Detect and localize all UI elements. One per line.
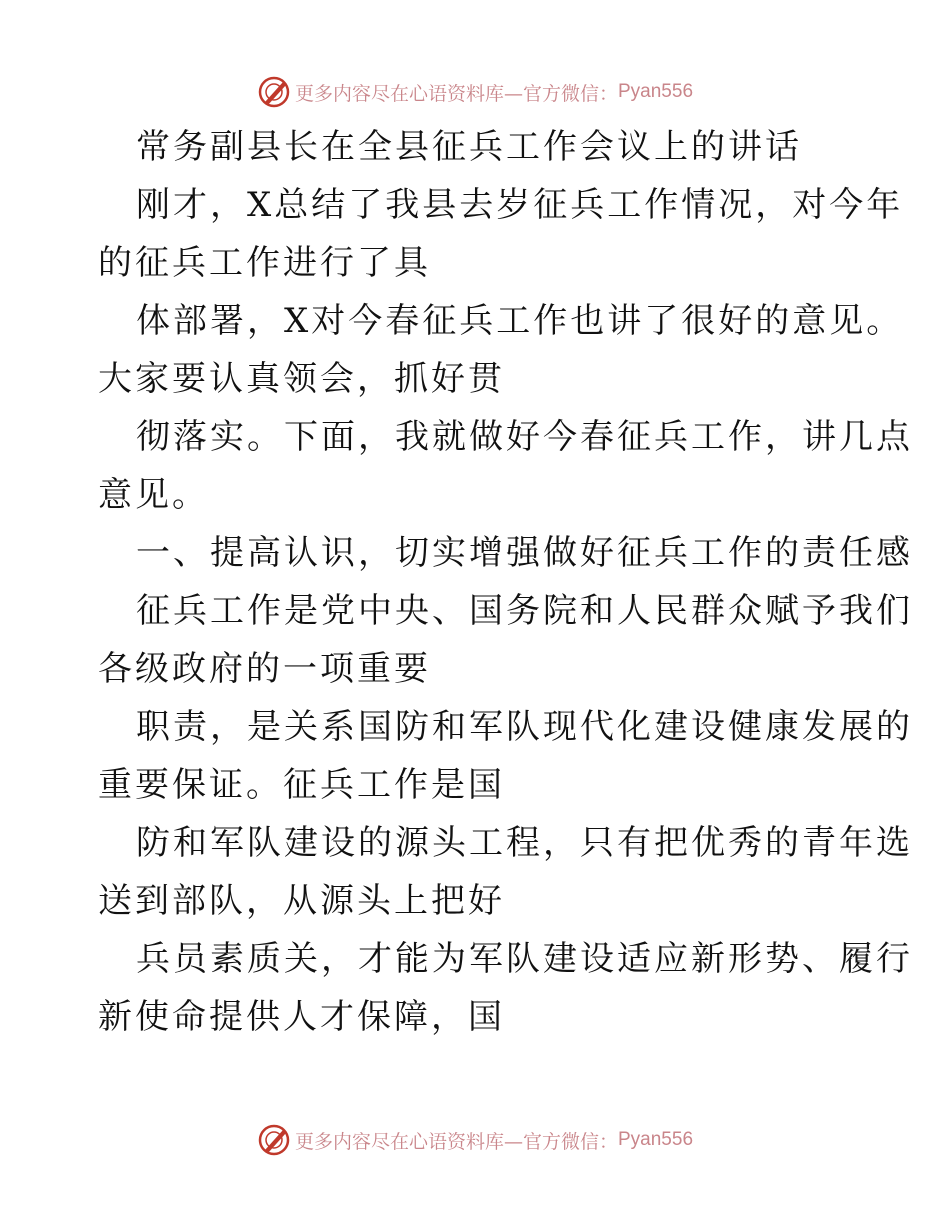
document-title: 常务副县长在全县征兵工作会议上的讲话 [136,127,802,167]
pen-logo-icon [257,75,291,109]
banner-text: 更多内容尽在心语资料库—官方微信： [294,82,618,105]
banner-handle: Pyan556 [618,1129,694,1150]
text-line: 重要保证。征兵工作是国 [98,765,505,805]
footer-banner [0,1120,950,1160]
text-line: 大家要认真领会，抓好贯 [98,359,505,399]
text-line: 防和军队建设的源头工程，只有把优秀的青年选 [136,823,913,863]
text-line: 征兵工作是党中央、国务院和人民群众赋予我们 [136,591,913,631]
text-line: 兵员素质关，才能为军队建设适应新形势、履行 [136,939,913,979]
text-line: 刚才，X总结了我县去岁征兵工作情况，对今年 [136,185,904,225]
text-line: 送到部队，从源头上把好 [98,881,505,921]
banner-text: 更多内容尽在心语资料库—官方微信： [294,1130,618,1153]
text-line: 职责，是关系国防和军队现代化建设健康发展的 [136,707,913,747]
text-line: 彻落实。下面，我就做好今春征兵工作，讲几点 [136,417,913,457]
text-line: 新使命提供人才保障，国 [98,997,505,1037]
banner-handle: Pyan556 [618,81,694,102]
text-line: 各级政府的一项重要 [98,649,431,689]
header-banner [0,72,950,112]
text-line: 体部署，X对今春征兵工作也讲了很好的意见。 [136,301,904,341]
section-heading: 一、提高认识，切实增强做好征兵工作的责任感 [136,533,913,573]
pen-logo-icon [257,1123,291,1157]
document-body [98,118,913,1046]
text-line: 的征兵工作进行了具 [98,243,431,283]
text-line: 意见。 [98,475,209,515]
